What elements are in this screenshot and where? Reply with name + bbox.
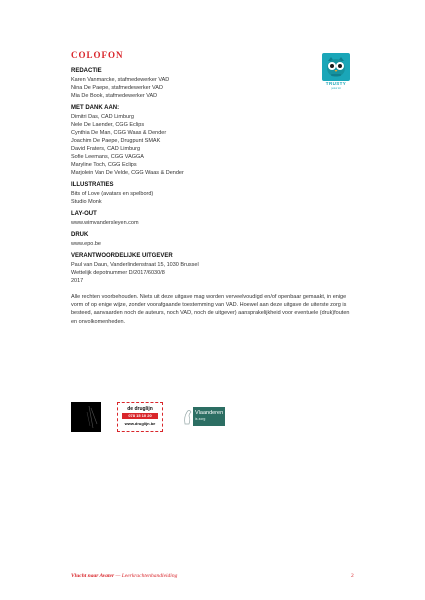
vlaanderen-logo <box>181 402 225 432</box>
credit-line: Cynthia De Man, CGG Waas & Dender <box>71 130 167 136</box>
credit-line: Mia De Book, stafmedewerker VAD <box>71 93 158 99</box>
vlaanderen-tagline: is zorg <box>195 417 206 421</box>
credit-line: Dimitri Das, CAD Limburg <box>71 114 134 120</box>
lion-icon <box>183 409 192 425</box>
credit-line: Karen Vanmarcke, stafmedewerker VAD <box>71 77 170 83</box>
section-verantwoordelijke-uitgever <box>71 252 356 285</box>
vad-logo <box>71 402 101 432</box>
credit-line: Studio Monk <box>71 199 102 205</box>
druglijn-phone: 078 15 10 20 <box>122 413 158 419</box>
page-number: 2 <box>351 573 354 579</box>
section-heading: VERANTWOORDELIJKE UITGEVER <box>71 253 173 259</box>
credit-line: Wettelijk depotnummer D/2017/6030/8 <box>71 270 165 276</box>
section-heading: ILLUSTRATIES <box>71 182 114 188</box>
credit-line: Maryline Toch, CGG Eclips <box>71 162 137 168</box>
trusty-label: TRUSTY <box>325 81 347 86</box>
print-link[interactable]: www.epo.be <box>71 241 101 247</box>
footer-title <box>71 573 177 579</box>
colofon-content <box>71 67 356 326</box>
credit-line: David Fraters, CAD Limburg <box>71 146 141 152</box>
section-redactie <box>71 67 356 100</box>
footer-title-rest: — Leerkrachtenhandleiding <box>114 573 178 579</box>
section-lay-out <box>71 210 356 227</box>
vad-mark-icon <box>71 402 101 432</box>
credit-line: Nele De Laender, CGG Eclips <box>71 122 145 128</box>
druglijn-logo <box>117 402 163 432</box>
credit-line: Bits of Love (avatars en spelbord) <box>71 191 154 197</box>
section-heading: LAY-OUT <box>71 211 97 217</box>
druglijn-url: www.druglijn.be <box>124 421 156 426</box>
section-met-dank-aan <box>71 104 356 177</box>
druglijn-name: de druglijn <box>127 406 153 412</box>
vlaanderen-name: Vlaanderen <box>195 410 224 416</box>
section-illustraties <box>71 181 356 206</box>
credit-line: Marjolein Van De Velde, CGG Waas & Dender <box>71 170 184 176</box>
credit-line: 2017 <box>71 278 84 284</box>
section-heading: REDACTIE <box>71 68 102 74</box>
footer-title-bold: Vlucht naar Avater <box>71 573 115 579</box>
credit-line: Nina De Paepe, stafmedewerker VAD <box>71 85 163 91</box>
section-heading: DRUK <box>71 232 89 238</box>
credit-line: Sofie Leemans, CGG VAGGA <box>71 154 144 160</box>
credit-line: Joachim De Paepe, Drugpunt SMAK <box>71 138 161 144</box>
credit-line: Paul van Daun, Vanderlindenstraat 15, 1030 Brussel <box>71 262 199 268</box>
rights-paragraph: Alle rechten voorbehouden. Niets uit deze uitgave mag worden verveelvoudigd en/of openbaar gemaakt, in enige vorm of op enige wijze, zonder voorafgaande toestemming van VAD. Hoewel aan deze uitgave de uiterste zorg is besteed, aanvaarden noch de auteurs, noch VAD, noch de uitgever) aansprakelijkheid voor eventuele (druk)fouten en onvolkomenheden. <box>71 294 350 325</box>
section-druk <box>71 231 356 248</box>
page-title: COLOFON <box>71 50 124 60</box>
layout-link[interactable]: www.wimvandersleyen.com <box>71 220 139 226</box>
section-heading: MET DANK AAN: <box>71 105 120 111</box>
trusty-tagline: junior kit <box>331 87 341 90</box>
